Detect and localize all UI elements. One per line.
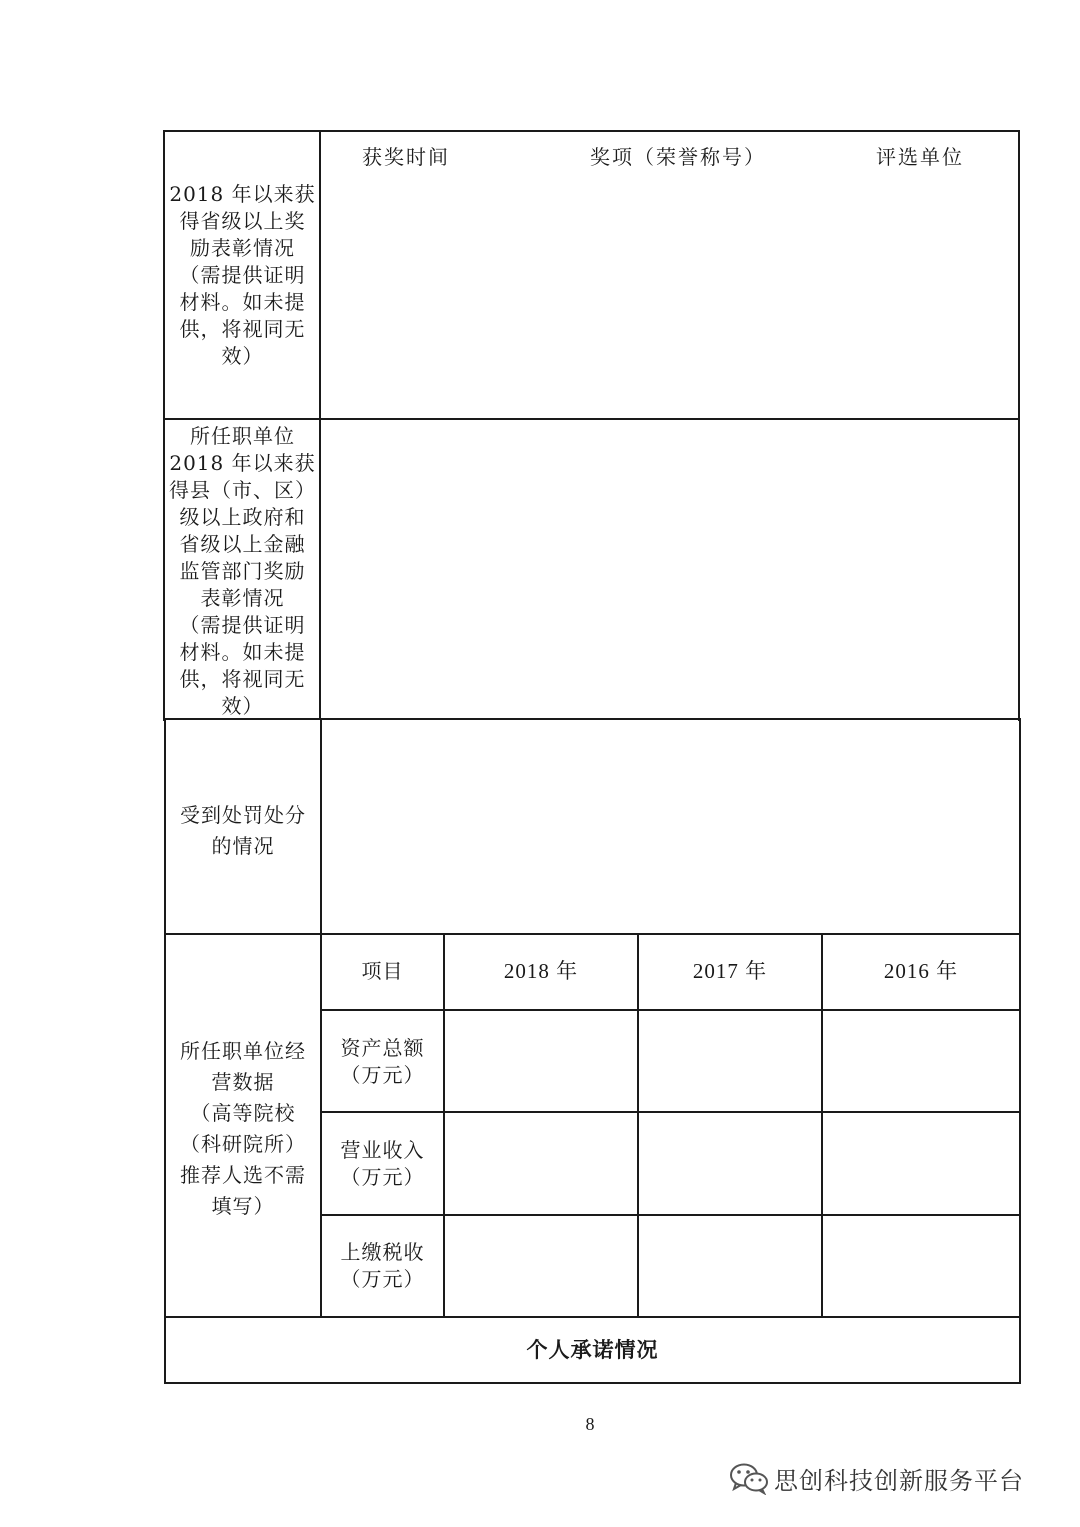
penalty-label: 受到处罚处分 的情况 (180, 803, 306, 858)
table-line-ops-bottom (164, 1316, 1021, 1318)
ops-col-divider-1 (443, 933, 445, 1317)
ops-header-2017: 2017 年 (692, 959, 768, 983)
table-border-left-top (163, 130, 165, 721)
table-line-top (163, 130, 1020, 132)
awards-col-award: 奖项（荣誉称号） (590, 145, 766, 169)
table-line-penalty-bottom (164, 933, 1021, 935)
ops-col-divider-2 (637, 933, 639, 1317)
watermark-text: 思创科技创新服务平台 (774, 1466, 1024, 1495)
ops-row-total-assets: 资产总额 （万元） (340, 1036, 425, 1087)
table-line-awards-bottom (163, 418, 1020, 420)
ops-header-2016: 2016 年 (883, 959, 959, 983)
table-line-bottom (164, 1382, 1021, 1384)
ops-row-revenue: 营业收入 （万元） (340, 1138, 425, 1189)
awards-col-time: 获奖时间 (362, 145, 450, 169)
table-border-right-bottom (1019, 719, 1021, 1384)
watermark (728, 1458, 1024, 1498)
ops-row-tax-paid: 上缴税收 （万元） (340, 1240, 425, 1291)
ops-col-divider-3 (821, 933, 823, 1317)
awards-col-issuer: 评选单位 (876, 145, 964, 169)
table-line-ops-header-bottom (320, 1009, 1021, 1011)
table-line-ops-row2-bottom (320, 1214, 1021, 1216)
table-line-ops-row1-bottom (320, 1111, 1021, 1113)
wechat-icon (728, 1461, 770, 1495)
ops-header-2018: 2018 年 (503, 959, 579, 983)
operations-label: 所任职单位经 营数据 （高等院校 （科研院所） 推荐人选不需 填写） (180, 1039, 306, 1218)
table-border-right-top (1018, 130, 1020, 721)
commitment-title: 个人承诺情况 (526, 1338, 659, 1362)
ops-header-item: 项目 (361, 959, 404, 983)
awards-label: 2018 年以来获 得省级以上奖 励表彰情况 （需提供证明 材料。如未提 供，将视同无 效） (169, 182, 316, 368)
page-number: 8 (585, 1414, 595, 1434)
table-label-divider-bottom (320, 719, 322, 1317)
table-label-divider-top (319, 130, 321, 720)
unit-awards-label: 所任职单位 2018 年以来获 得县（市、区） 级以上政府和 省级以上金融 监管部门奖励 表彰情况 （需提供证明 材料。如未提 供，将视同无 效） (169, 424, 316, 718)
